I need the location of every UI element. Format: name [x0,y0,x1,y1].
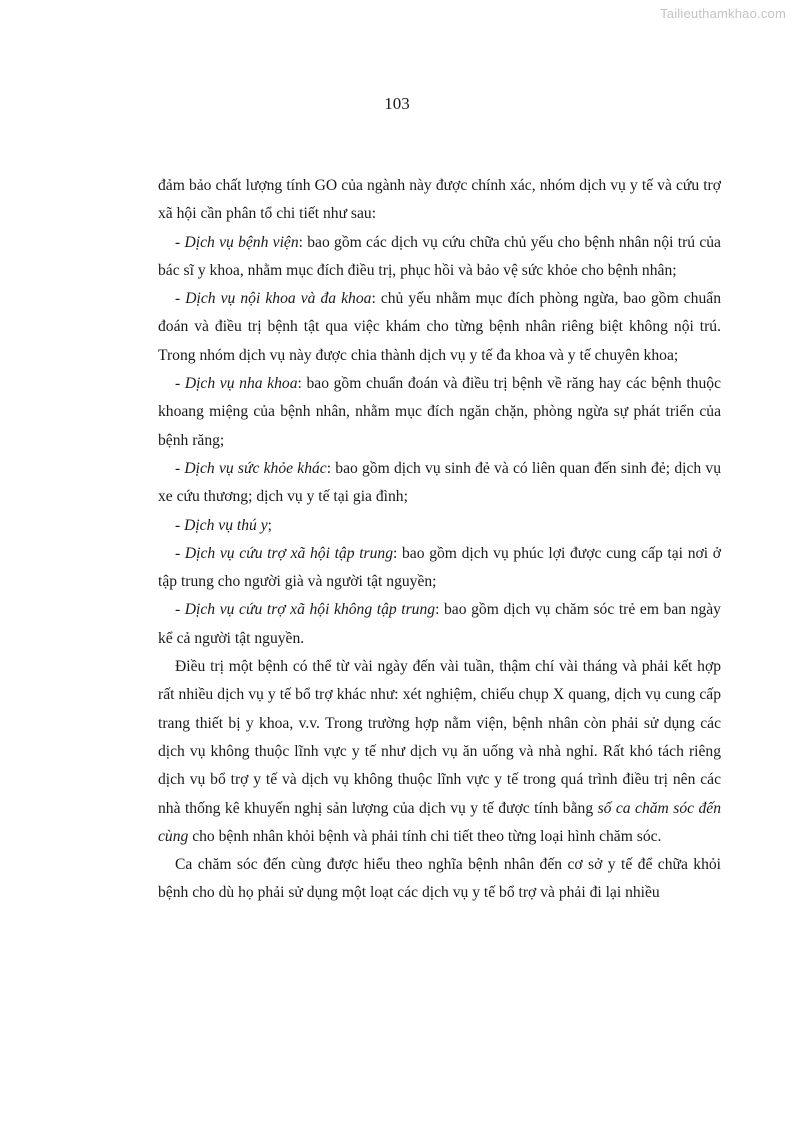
item-text: : bao gồm dịch vụ phúc lợi được cung cấp tại nơi ở tập trung cho người già và người tật nguyền; [158,544,722,591]
item-term: - Dịch vụ thú y [175,516,268,534]
watermark: Tailieuthamkhao.com [660,6,786,21]
item-text: : bao gồm các dịch vụ cứu chữa chủ yếu cho bệnh nhân nội trú của bác sĩ y khoa, nhằm mục đích điều trị, phục hồi và bảo vệ sức khỏe cho bệnh nhân; [158,233,721,279]
document-body [158,172,721,908]
emphasis-term: số ca chăm sóc đến cùng [158,799,721,845]
item-term: - Dịch vụ nha khoa [175,375,298,393]
item-text: ; [267,516,273,534]
item-term: - Dịch vụ cứu trợ xã hội không tập trung [175,601,436,619]
item-term: - Dịch vụ nội khoa và đa khoa [175,290,372,308]
paragraph-text: Điều trị một bệnh có thể từ vài ngày đến vài tuần, thậm chí vài tháng và phải kết hợp rất nhiều dịch vụ y tế bổ trợ khác như: xét nghiệm, chiếu chụp X quang, dịch vụ cung cấp trang thiết bị y khoa, v.v. Trong trường hợp nằm viện, bệnh nhân còn phải sử dụng các dịch vụ không thuộc lĩnh vực y tế như dịch vụ ăn uống và nhà nghỉ. Rất khó tách riêng dịch vụ bổ trợ y tế và dịch vụ không thuộc lĩnh vực y tế trong quá trình điều trị nên các nhà thống kê khuyến nghị sản lượng của dịch vụ y tế được tính bằng [158,658,721,817]
list-item-veterinary [158,512,721,540]
list-item-dental [158,370,721,455]
list-item-residential-social [158,540,721,597]
list-item-other-health [158,455,721,512]
item-term: - Dịch vụ cứu trợ xã hội tập trung [175,544,393,562]
paragraph-care-definition: Ca chăm sóc đến cùng được hiểu theo nghĩa bệnh nhân đến cơ sở y tế để chữa khỏi bệnh cho dù họ phải sử dụng một loạt các dịch vụ y tế bổ trợ và phải đi lại nhiều [158,856,721,902]
paragraph-treatment [158,653,721,851]
list-item-nonresidential-social [158,596,721,653]
item-text: : bao gồm chuẩn đoán và điều trị bệnh về răng hay các bệnh thuộc khoang miệng của bệnh nhân, nhằm mục đích ngăn chặn, phòng ngừa sự phát triển của bệnh răng; [158,375,721,449]
item-text: : chủ yếu nhằm mục đích phòng ngừa, bao gồm chuẩn đoán và điều trị bệnh tật qua việc khám cho từng bệnh nhân riêng biệt không nội trú. Trong nhóm dịch vụ này được chia thành dịch vụ y tế đa khoa và y tế chuyên khoa; [158,290,721,364]
page-number: 103 [384,94,410,113]
list-item-internal-medicine [158,285,721,370]
item-text: : bao gồm dịch vụ chăm sóc trẻ em ban ngày kể cả người tật nguyền. [158,601,721,647]
item-term: - Dịch vụ bệnh viện [175,233,299,251]
item-term: - Dịch vụ sức khỏe khác [175,459,327,477]
list-item-hospital [158,229,721,286]
intro-paragraph: đảm bảo chất lượng tính GO của ngành này được chính xác, nhóm dịch vụ y tế và cứu trợ xã hội cần phân tổ chi tiết như sau: [158,177,721,223]
item-text: : bao gồm dịch vụ sinh đẻ và có liên quan đến sinh đẻ; dịch vụ xe cứu thương; dịch vụ y tế tại gia đình; [158,459,721,506]
paragraph-text-end: cho bệnh nhân khỏi bệnh và phải tính chi tiết theo từng loại hình chăm sóc. [188,827,662,845]
